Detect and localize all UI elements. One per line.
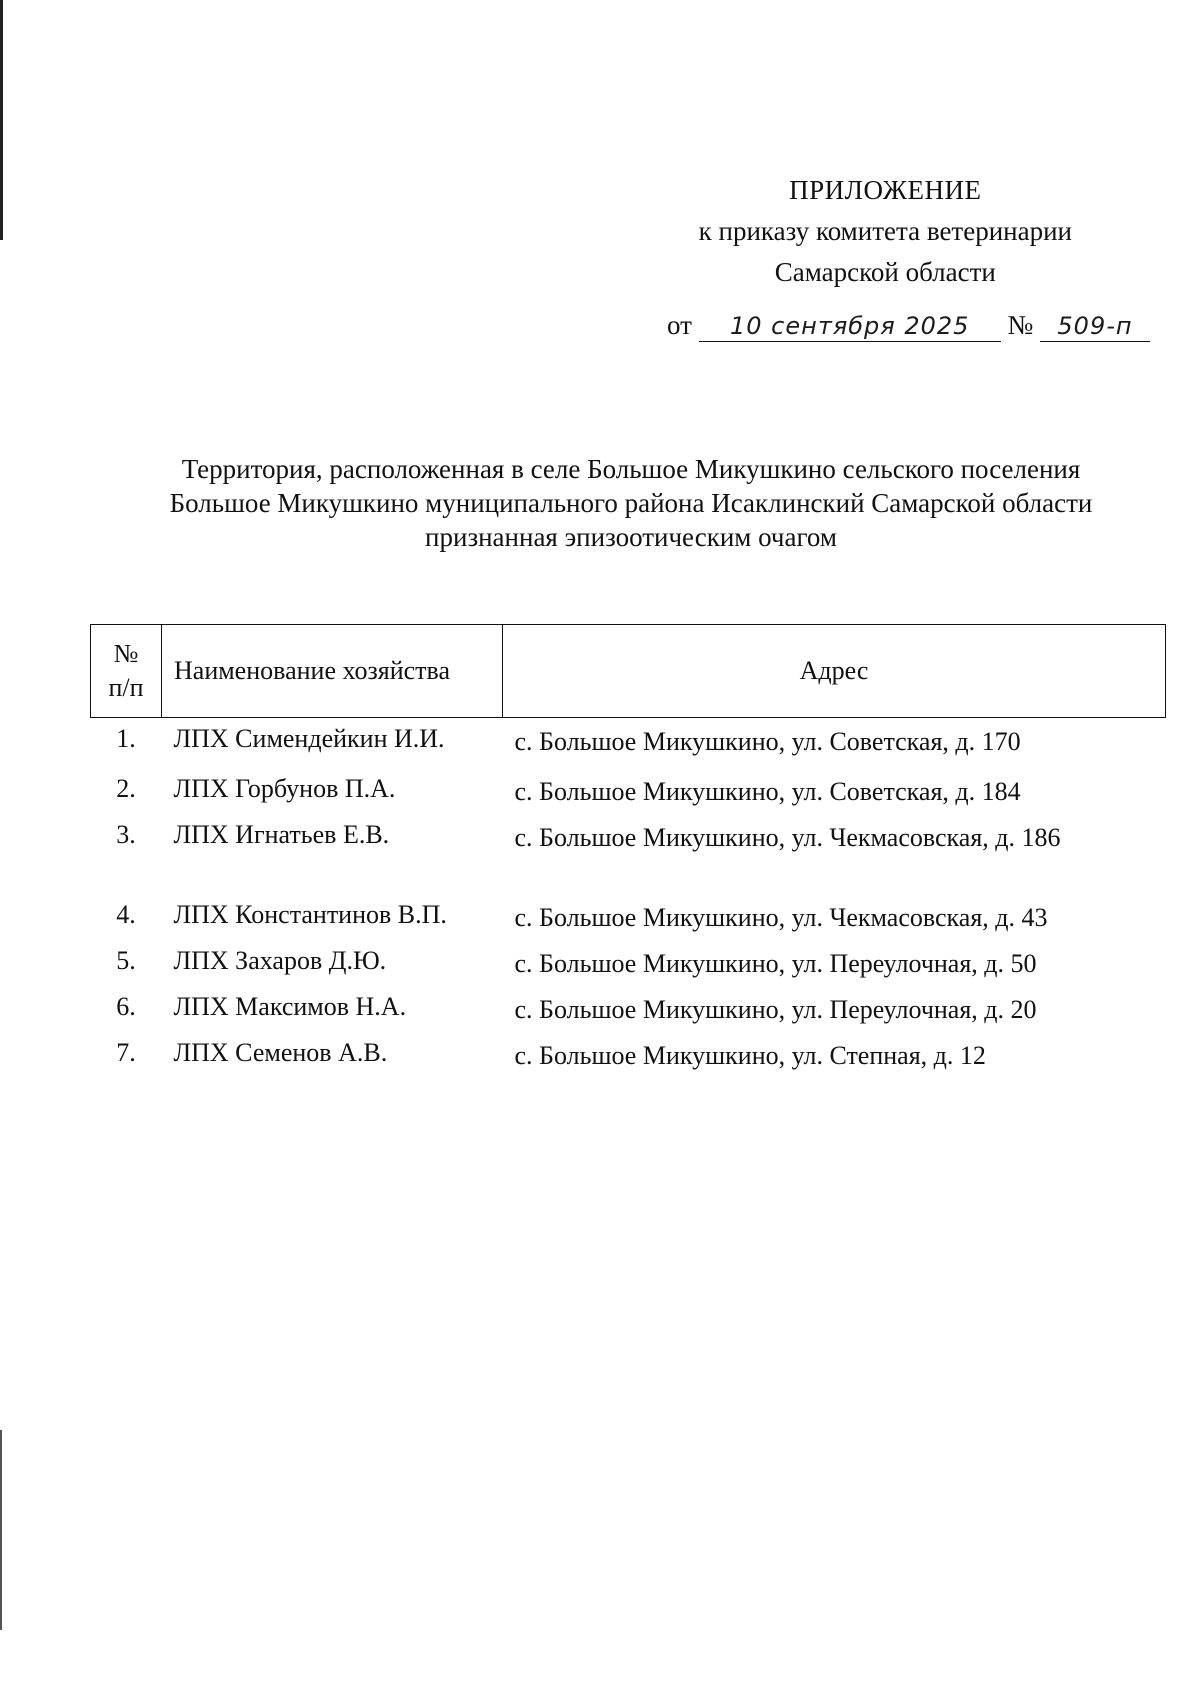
appendix-block: [699, 170, 1072, 293]
row-address: с. Большое Микушкино, ул. Чекмасовская, д. 186: [514, 822, 1061, 852]
row-farm-name: ЛПХ Симендейкин И.И.: [173, 724, 445, 753]
row-address: с. Большое Микушкино, ул. Степная, д. 12: [514, 1040, 986, 1070]
number-label: №: [1007, 310, 1034, 340]
row-number: 2.: [116, 773, 136, 803]
order-number-handwritten: 509-п: [1040, 312, 1150, 342]
table-row: [91, 1028, 1166, 1074]
header-address: Адрес: [503, 625, 1166, 718]
document-heading: [100, 452, 1162, 554]
table-row: [91, 764, 1166, 810]
row-farm-name: ЛПХ Захаров Д.Ю.: [173, 945, 387, 975]
heading-line-2: Большое Микушкино муниципального района Исаклинский Самарской области: [169, 488, 1093, 518]
table-row: [91, 982, 1166, 1028]
order-date-line: [667, 310, 1150, 342]
row-farm-name: ЛПХ Игнатьев Е.В.: [173, 819, 390, 849]
table-row: [91, 936, 1166, 982]
row-farm-name: ЛПХ Константинов В.П.: [173, 899, 447, 929]
row-number: 1.: [116, 724, 136, 753]
table-row: [91, 890, 1166, 936]
table-row: [91, 718, 1166, 764]
heading-line-3: признанная эпизоотическим очагом: [425, 522, 837, 552]
row-number: 4.: [116, 899, 136, 929]
appendix-line-1: к приказу комитета ветеринарии: [698, 216, 1072, 246]
appendix-line-2: Самарской области: [774, 257, 996, 287]
header-farm-name: Наименование хозяйства: [162, 625, 503, 718]
row-farm-name: ЛПХ Горбунов П.А.: [173, 773, 396, 803]
row-address: с. Большое Микушкино, ул. Советская, д. 184: [514, 776, 1021, 806]
header-number: [91, 625, 162, 718]
heading-line-1: Территория, расположенная в селе Большое Микушкино сельского поселения: [181, 454, 1081, 484]
row-number: 6.: [116, 991, 136, 1021]
table-row: [91, 810, 1166, 890]
row-number: 3.: [116, 819, 136, 849]
header-number-sign: №: [113, 639, 139, 668]
header-number-pp: п/п: [108, 673, 144, 702]
table-header-row: [91, 625, 1166, 718]
row-farm-name: ЛПХ Максимов Н.А.: [173, 991, 407, 1021]
scan-edge-mark-lower: [0, 1430, 2, 1630]
appendix-title: ПРИЛОЖЕНИЕ: [789, 175, 982, 205]
row-address: с. Большое Микушкино, ул. Советская, д. 170: [514, 727, 1021, 756]
row-address: с. Большое Микушкино, ул. Переулочная, д. 20: [514, 994, 1037, 1024]
row-address: с. Большое Микушкино, ул. Чекмасовская, д. 43: [514, 902, 1048, 932]
row-address: с. Большое Микушкино, ул. Переулочная, д. 50: [514, 948, 1037, 978]
farms-table: [90, 624, 1166, 1074]
order-date-handwritten: 10 сентября 2025: [699, 312, 1001, 342]
row-number: 7.: [116, 1037, 136, 1067]
from-label: от: [667, 310, 692, 340]
row-number: 5.: [116, 945, 136, 975]
row-farm-name: ЛПХ Семенов А.В.: [173, 1037, 388, 1067]
scan-edge-mark: [0, 0, 3, 240]
